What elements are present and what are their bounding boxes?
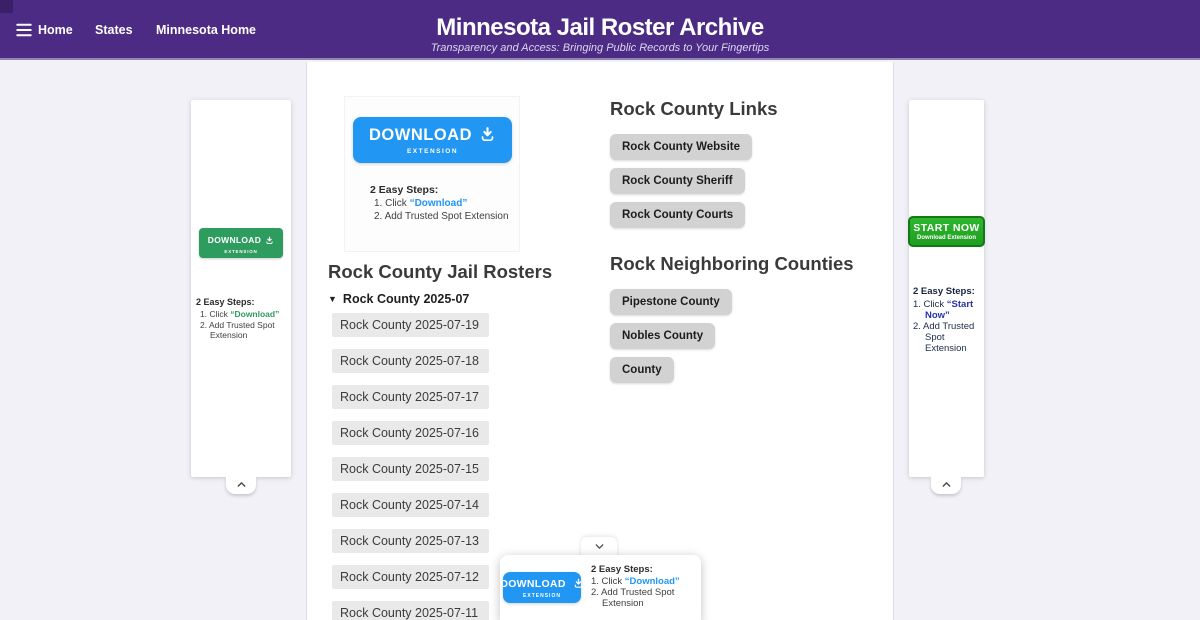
download-icon	[479, 126, 496, 146]
rosters-heading: Rock County Jail Rosters	[328, 261, 553, 282]
step-2: 2. Add Trusted Spot Extension	[374, 210, 509, 222]
county-button[interactable]: County	[610, 357, 674, 383]
page-title: Minnesota Jail Roster Archive	[436, 14, 764, 41]
step-1-highlight: “Download”	[230, 309, 280, 319]
step-1	[913, 299, 981, 321]
roster-list-item[interactable]: Rock County 2025-07-19	[332, 313, 489, 337]
roster-list	[332, 313, 489, 620]
step-1-highlight: “Start Now”	[925, 299, 974, 321]
roster-group-toggle[interactable]	[328, 292, 469, 306]
step-1-text: 1. Click	[591, 576, 625, 587]
header	[0, 0, 1200, 60]
roster-list-item[interactable]: Rock County 2025-07-15	[332, 457, 489, 481]
chevron-up-icon	[235, 478, 248, 494]
nav-link-states[interactable]: States	[95, 23, 133, 37]
download-button-sublabel: EXTENSION	[406, 147, 459, 155]
step-2: 2. Add Trusted Spot Extension	[591, 587, 675, 609]
download-button-sublabel: EXTENSION	[224, 248, 258, 254]
nav-link-minnesota-home[interactable]: Minnesota Home	[156, 23, 257, 37]
download-extension-button-popup[interactable]	[500, 572, 581, 603]
steps-title: 2 Easy Steps:	[913, 286, 975, 297]
start-now-label: START NOW	[913, 222, 980, 234]
rock-county-sheriff-button[interactable]: Rock County Sheriff	[610, 168, 745, 194]
roster-list-item[interactable]: Rock County 2025-07-14	[332, 493, 489, 517]
start-now-sublabel: Download Extension	[916, 235, 976, 241]
step-1	[200, 309, 288, 320]
roster-list-item[interactable]: Rock County 2025-07-16	[332, 421, 489, 445]
corner-decoration	[0, 0, 13, 13]
bottom-download-popup	[500, 555, 701, 620]
nav-link-home[interactable]: Home	[38, 23, 73, 37]
step-2: 2. Add Trusted Spot Extension	[200, 319, 275, 340]
roster-list-item[interactable]: Rock County 2025-07-17	[332, 385, 489, 409]
roster-list-item[interactable]: Rock County 2025-07-18	[332, 349, 489, 373]
left-ad-collapse-button[interactable]	[226, 477, 256, 494]
nobles-county-button[interactable]: Nobles County	[610, 323, 715, 349]
step-1-text: 1. Click	[200, 309, 231, 319]
neighboring-counties-group	[610, 289, 732, 383]
triangle-down-icon: ▼	[328, 294, 337, 304]
page-subtitle: Transparency and Access: Bringing Public Records to Your Fingertips	[430, 42, 770, 54]
start-now-button[interactable]	[908, 216, 985, 247]
left-ad-panel	[191, 100, 291, 477]
steps-title: 2 Easy Steps:	[196, 297, 255, 307]
county-links-heading: Rock County Links	[610, 98, 778, 119]
chevron-down-icon	[592, 540, 607, 556]
chevron-up-icon	[940, 478, 953, 494]
roster-list-item[interactable]: Rock County 2025-07-12	[332, 565, 489, 589]
download-button-label: DOWNLOAD	[207, 235, 262, 245]
download-button-sublabel: EXTENSION	[523, 592, 561, 599]
easy-steps-main	[370, 184, 550, 223]
step-1	[591, 576, 699, 587]
easy-steps-left	[196, 297, 288, 341]
easy-steps-popup	[591, 564, 699, 609]
step-1-highlight: “Download”	[624, 576, 680, 587]
roster-list-item[interactable]: Rock County 2025-07-13	[332, 529, 489, 553]
easy-steps-right	[913, 286, 981, 354]
pipestone-county-button[interactable]: Pipestone County	[610, 289, 732, 315]
right-ad-collapse-button[interactable]	[931, 477, 961, 494]
step-1-text: 1. Click	[913, 299, 947, 310]
roster-group-label: Rock County 2025-07	[342, 292, 470, 306]
rock-county-website-button[interactable]: Rock County Website	[610, 134, 752, 160]
county-links-group	[610, 134, 752, 228]
rock-county-courts-button[interactable]: Rock County Courts	[610, 202, 745, 228]
step-1	[374, 198, 550, 211]
download-button-label: DOWNLOAD	[369, 126, 472, 144]
neighboring-counties-heading: Rock Neighboring Counties	[610, 253, 854, 274]
roster-list-item[interactable]: Rock County 2025-07-11	[332, 601, 489, 620]
step-1-text: 1. Click	[374, 198, 410, 209]
download-icon	[573, 577, 584, 592]
steps-title: 2 Easy Steps:	[370, 184, 439, 196]
right-ad-panel	[909, 100, 984, 477]
download-extension-button-left[interactable]	[199, 228, 283, 258]
step-2: 2. Add Trusted Spot Extension	[913, 321, 975, 354]
step-1-highlight: “Download”	[409, 198, 468, 209]
download-button-label: DOWNLOAD	[500, 578, 566, 590]
steps-title: 2 Easy Steps:	[591, 564, 653, 575]
download-extension-button-main[interactable]	[353, 117, 512, 163]
download-icon	[265, 233, 274, 248]
